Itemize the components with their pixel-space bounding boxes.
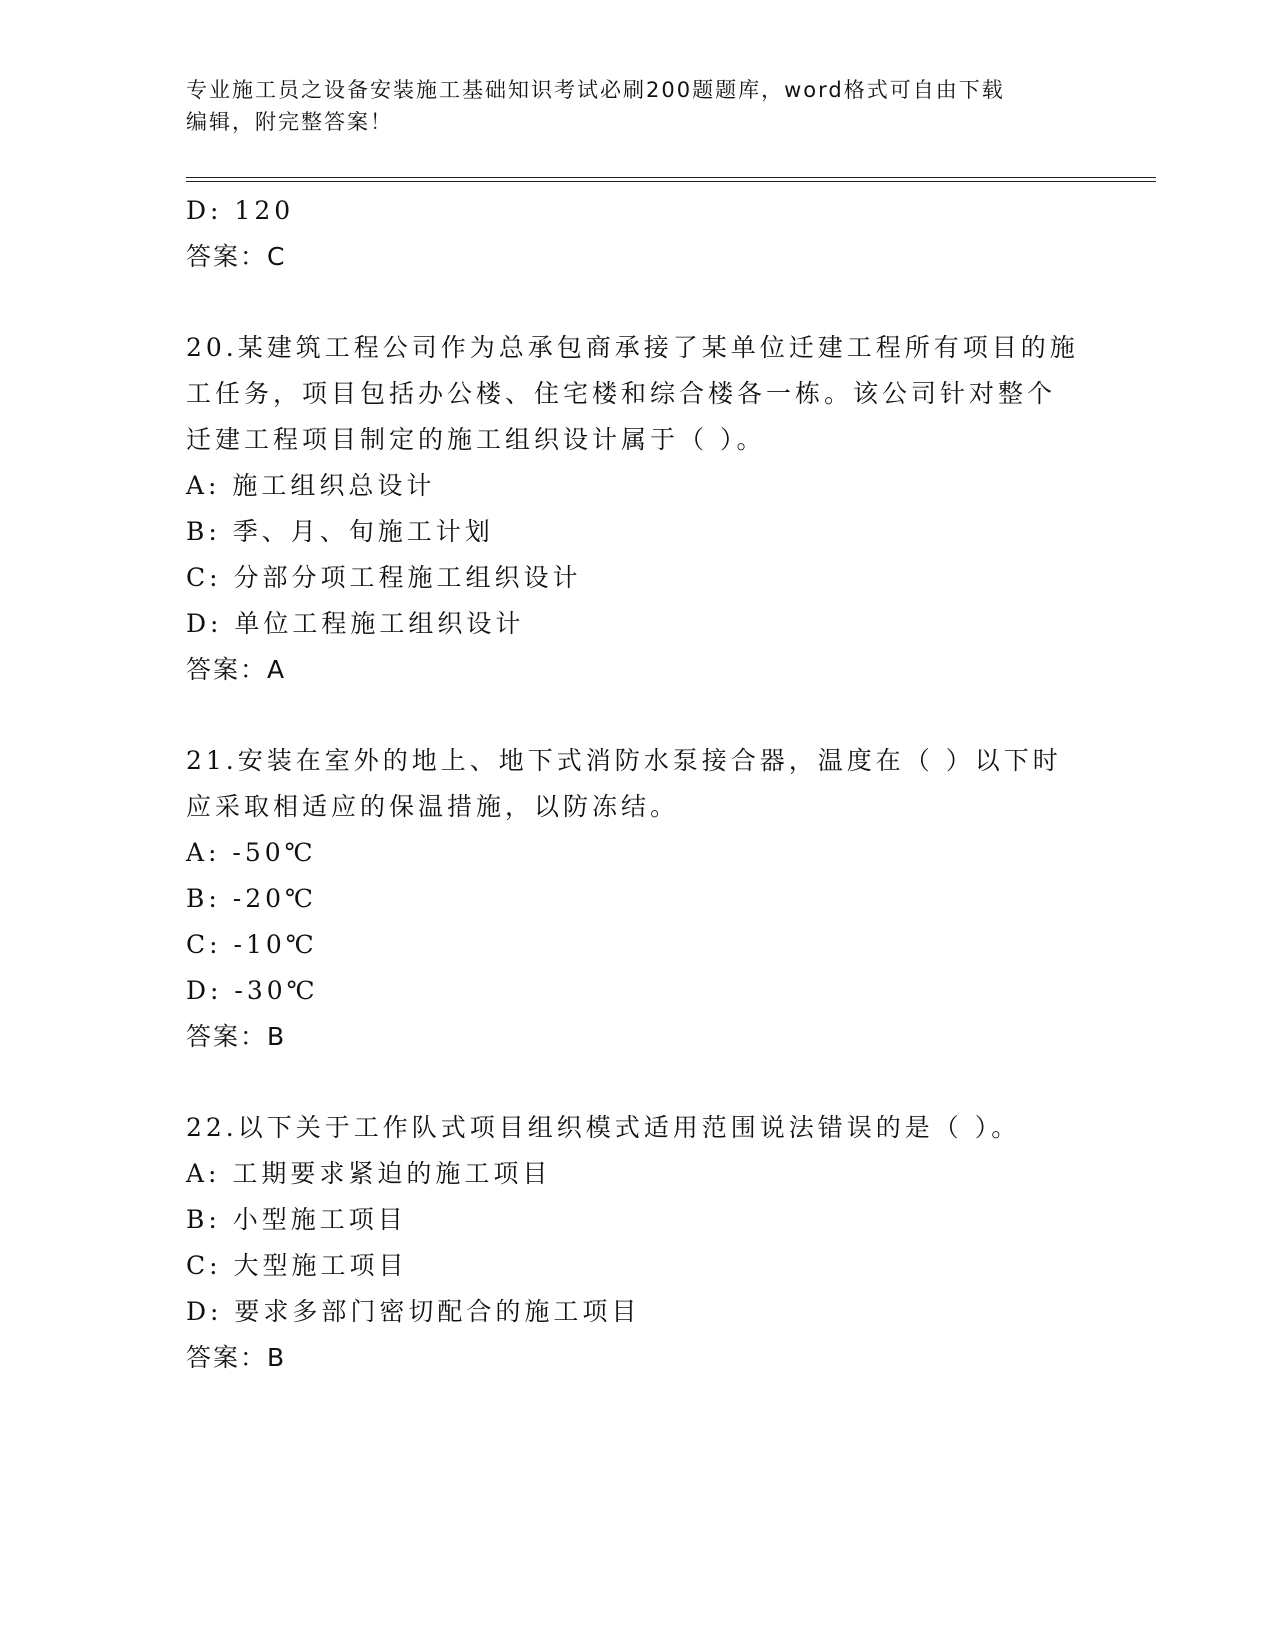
option-b: B: 小型施工项目 [186, 1205, 407, 1234]
stem-line: 21.安装在室外的地上、地下式消防水泵接合器，温度在（ ）以下时 [186, 746, 1062, 775]
stem-line: 20.某建筑工程公司作为总承包商承接了某单位迁建工程所有项目的施 [186, 333, 1079, 362]
option-a: A: 施工组织总设计 [186, 471, 436, 500]
option-d: D: 要求多部门密切配合的施工项目 [186, 1297, 641, 1326]
header-divider [186, 177, 1156, 182]
header-title-line-2: 编辑，附完整答案！ [186, 110, 393, 134]
option-b: B: -20℃ [186, 884, 317, 913]
answer-line: 答案：C [186, 242, 287, 271]
question-content [186, 188, 1136, 1381]
option-c: C: 分部分项工程施工组织设计 [186, 563, 582, 592]
answer-line: 答案：B [186, 1022, 287, 1051]
option-b: B: 季、月、旬施工计划 [186, 517, 494, 546]
stem-line: 应采取相适应的保温措施，以防冻结。 [186, 792, 680, 821]
question-stem [186, 1105, 1136, 1151]
option-c: C: 大型施工项目 [186, 1251, 408, 1280]
stem-line: 22.以下关于工作队式项目组织模式适用范围说法错误的是（ ）。 [186, 1113, 1021, 1142]
option-a: A: 工期要求紧迫的施工项目 [186, 1159, 552, 1188]
answer-line: 答案：B [186, 1343, 287, 1372]
question-stem [186, 325, 1136, 463]
question-20 [186, 325, 1136, 693]
option-d: D: 单位工程施工组织设计 [186, 609, 525, 638]
question-21 [186, 738, 1136, 1060]
document-header [186, 74, 1086, 138]
previous-question-tail [186, 188, 1136, 280]
question-22 [186, 1105, 1136, 1381]
stem-line: 迁建工程项目制定的施工组织设计属于（ ）。 [186, 425, 766, 454]
header-title-line-1: 专业施工员之设备安装施工基础知识考试必刷200题题库，word格式可自由下载 [186, 78, 1005, 102]
option-a: A: -50℃ [186, 838, 317, 867]
question-stem [186, 738, 1136, 830]
option-c: C: -10℃ [186, 930, 318, 959]
stem-line: 工任务，项目包括办公楼、住宅楼和综合楼各一栋。该公司针对整个 [186, 379, 1057, 408]
answer-line: 答案：A [186, 655, 287, 684]
option-d: D: 120 [186, 196, 295, 225]
option-d: D: -30℃ [186, 976, 319, 1005]
